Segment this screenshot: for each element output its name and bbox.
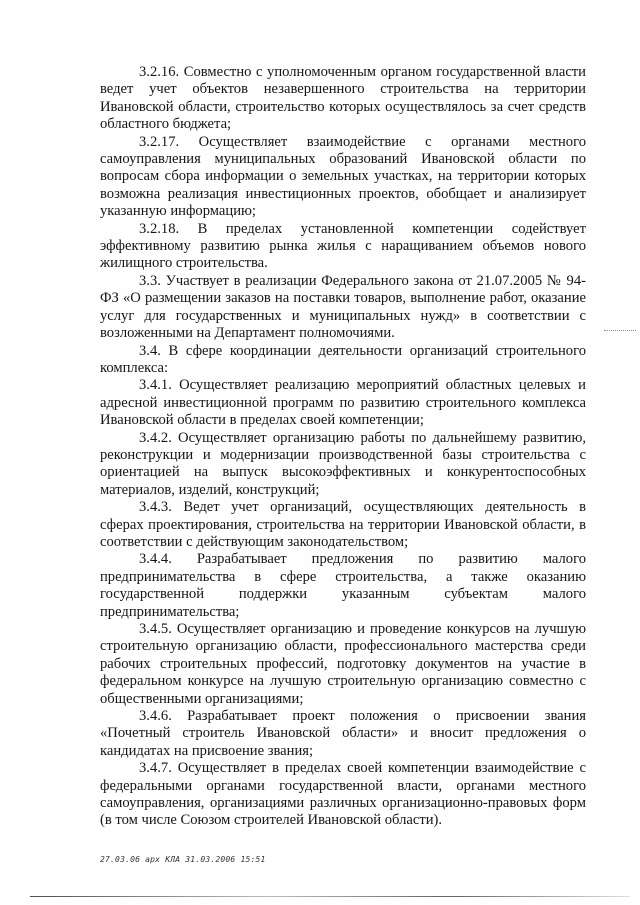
scan-artifact-line <box>30 896 630 897</box>
paragraph-3-4-5: 3.4.5. Осуществляет организацию и проведение конкурсов на лучшую строительную организацию области, профессионального мастерства среди рабочих строительных профессий, подготовку документов на участие в федеральном конкурсе на лучшую строительную организацию совместно с общественными организациями; <box>100 621 586 707</box>
paragraph-3-4-4: 3.4.4. Разрабатывает предложения по развитию малого предпринимательства в сфере строительства, а также оказанию государственной поддержки указанным субъектам малого предпринимательства; <box>100 551 586 620</box>
paragraph-3-4-6: 3.4.6. Разрабатывает проект положения о присвоении звания «Почетный строитель Ивановской области» и вносит предложения о кандидатах на присвоение звания; <box>100 708 586 759</box>
paragraph-3-4-1: 3.4.1. Осуществляет реализацию мероприятий областных целевых и адресной инвестиционной программ по развитию строительного комплекса Ивановской области в пределах своей компетенции; <box>100 377 586 429</box>
document-body <box>100 64 586 830</box>
paragraph-3-4-2: 3.4.2. Осуществляет организацию работы по дальнейшему развитию, реконструкции и модернизации производственной базы строительства с ориентацией на выпуск высокоэффективных и конкурентоспособных материалов, изделий, конструкций; <box>100 429 586 498</box>
paragraph-3-2-17: 3.2.17. Осуществляет взаимодействие с органами местного самоуправления муниципальных образований Ивановской области по вопросам сбора информации о земельных участках, на территории которых возможна реализация инвестиционных проектов, обобщает и анализирует указанную информацию; <box>100 133 586 220</box>
paragraph-3-3: 3.3. Участвует в реализации Федерального закона от 21.07.2005 № 94-ФЗ «О размещении заказов на поставки товаров, выполнение работ, оказание услуг для государственных и муниципальных нужд» в соответствии с возложенными на Департамент полномочиями. <box>100 272 586 342</box>
footer-stamp: 27.03.06 арх КЛА 31.03.2006 15:51 <box>100 855 266 864</box>
paragraph-3-2-16: 3.2.16. Совместно с уполномоченным органом государственной власти ведет учет объектов незавершенного строительства на территории Ивановской области, строительство которых осуществлялось за счет средств областного бюджета; <box>100 64 586 133</box>
scan-artifact-mark <box>604 330 636 332</box>
paragraph-3-4-3: 3.4.3. Ведет учет организаций, осуществляющих деятельность в сферах проектирования, строительства на территории Ивановской области, в соответствии с действующим законодательством; <box>100 499 586 550</box>
paragraph-3-2-18: 3.2.18. В пределах установленной компетенции содействует эффективному развитию рынка жилья с наращиванием объемов нового жилищного строительства. <box>100 220 586 272</box>
paragraph-3-4: 3.4. В сфере координации деятельности организаций строительного комплекса: <box>100 342 586 376</box>
paragraph-3-4-7: 3.4.7. Осуществляет в пределах своей компетенции взаимодействие с федеральными органами государственной власти, органами местного самоуправления, организациями различных организационно-правовых форм (в том числе Союзом строителей Ивановской области). <box>100 760 586 829</box>
